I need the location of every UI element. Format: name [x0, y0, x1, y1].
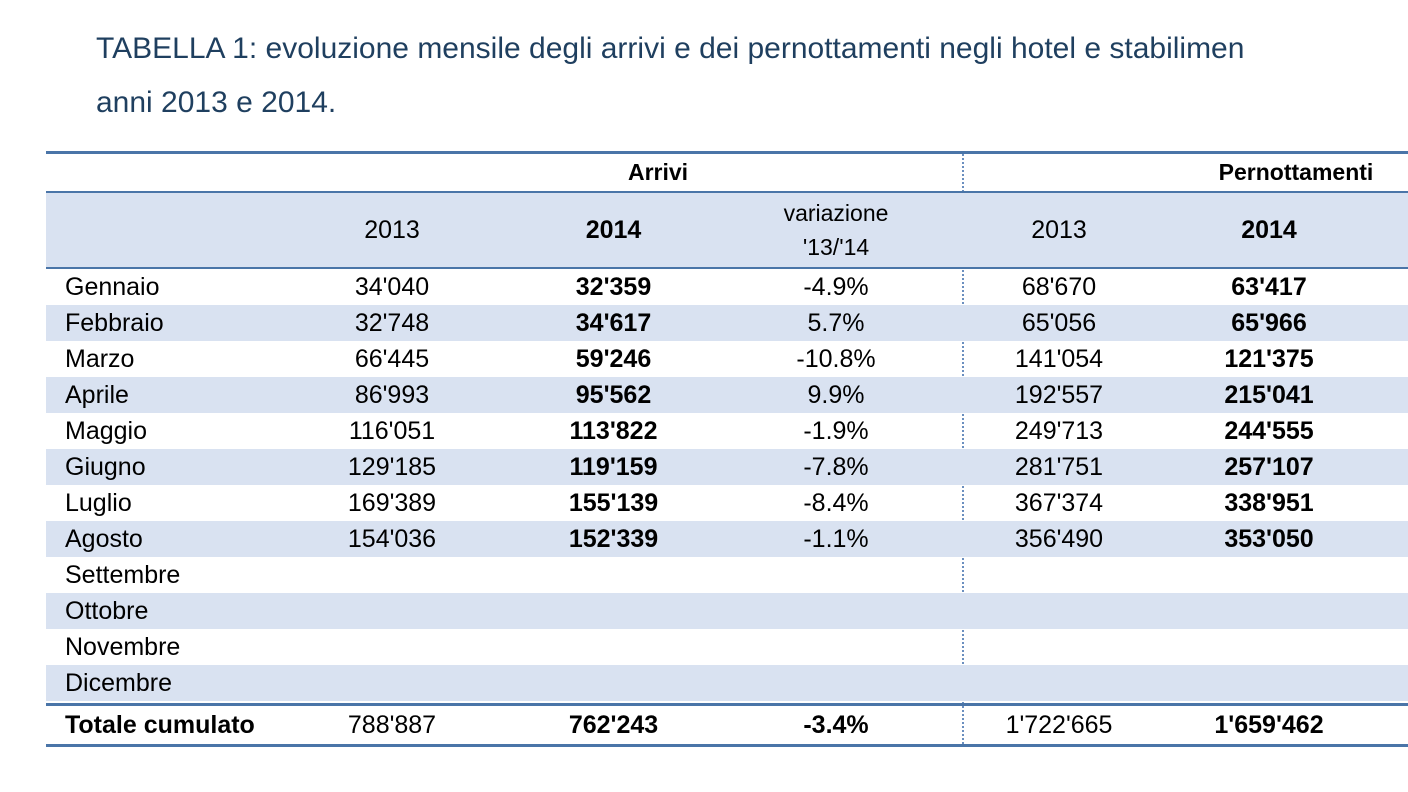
month-label: Novembre: [65, 632, 181, 661]
month-label: Settembre: [65, 560, 181, 589]
arrivi-2013-cell: 34'040: [354, 272, 430, 301]
arrivi-2014-cell: 113'822: [569, 416, 658, 445]
pernottamenti-2013-cell: 141'054: [1014, 344, 1104, 373]
total-pernottamenti-2013: 1'722'665: [1005, 710, 1113, 739]
table-row: [46, 557, 1408, 593]
variazione-cell: -7.8%: [803, 452, 869, 481]
pernottamenti-2013-cell: 192'557: [1014, 380, 1104, 409]
arrivi-2013-cell: 32'748: [354, 308, 430, 337]
table-body: [46, 269, 1408, 701]
pernottamenti-2014-cell: 338'951: [1224, 488, 1314, 517]
arrivi-2014-cell: 155'139: [568, 488, 659, 517]
table-row: [46, 413, 1408, 449]
total-arrivi-2013: 788'887: [347, 710, 437, 739]
month-label: Maggio: [65, 416, 147, 445]
table-row: [46, 593, 1408, 629]
group-header-pernottamenti: Pernottamenti: [1218, 159, 1374, 185]
pernottamenti-2014-cell: 353'050: [1224, 524, 1314, 553]
variazione-cell: -4.9%: [803, 272, 869, 301]
pernottamenti-2013-cell: 68'670: [1021, 272, 1097, 301]
pernottamenti-2013-cell: 65'056: [1021, 308, 1097, 337]
table-row: [46, 269, 1408, 305]
table-row: [46, 629, 1408, 665]
variazione-cell: -1.9%: [803, 416, 869, 445]
arrivi-2013-cell: 154'036: [347, 524, 437, 553]
variazione-cell: 9.9%: [807, 380, 865, 409]
pernottamenti-2014-cell: 121'375: [1224, 344, 1314, 373]
month-label: Marzo: [65, 344, 135, 373]
table-row: [46, 521, 1408, 557]
arrivi-2013-cell: 86'993: [354, 380, 430, 409]
arrivi-2014-cell: 34'617: [575, 308, 652, 337]
table-row: [46, 665, 1408, 701]
pernottamenti-2013-cell: 367'374: [1014, 488, 1104, 517]
arrivi-2014-cell: 119'159: [569, 452, 658, 481]
column-header-row: [46, 193, 1408, 269]
variazione-period-label: '13/'14: [802, 234, 870, 260]
total-row: [46, 703, 1408, 747]
total-variazione: -3.4%: [803, 710, 869, 739]
arrivi-2014-cell: 95'562: [575, 380, 652, 409]
caption-line-1: TABELLA 1: evoluzione mensile degli arrivi e dei pernottamenti negli hotel e stabilimen: [96, 32, 1245, 65]
month-label: Giugno: [65, 452, 146, 481]
month-label: Aprile: [65, 380, 129, 409]
table-row: [46, 377, 1408, 413]
arrivi-2013-cell: 66'445: [354, 344, 430, 373]
variazione-cell: 5.7%: [807, 308, 865, 337]
pernottamenti-2014-cell: 215'041: [1224, 380, 1314, 409]
variazione-cell: -10.8%: [796, 344, 876, 373]
variazione-label: variazione: [783, 200, 889, 226]
table-caption: [96, 22, 1244, 130]
pernottamenti-2014-cell: 65'966: [1231, 308, 1307, 337]
total-pernottamenti-2014: 1'659'462: [1214, 710, 1324, 739]
table-row: [46, 449, 1408, 485]
data-table: [46, 151, 1408, 747]
pernottamenti-2014-cell: 63'417: [1231, 272, 1307, 301]
month-label: Agosto: [65, 524, 143, 553]
pernottamenti-2014-cell: 244'555: [1224, 416, 1314, 445]
group-header-arrivi: Arrivi: [627, 159, 689, 185]
month-label: Febbraio: [65, 308, 164, 337]
column-header-variazione: [760, 196, 912, 264]
pernottamenti-2013-cell: 249'713: [1014, 416, 1104, 445]
total-arrivi-2014: 762'243: [568, 710, 659, 739]
variazione-cell: -1.1%: [803, 524, 869, 553]
table-row: [46, 485, 1408, 521]
caption-line-2: anni 2013 e 2014.: [96, 86, 337, 119]
pernottamenti-2013-cell: 356'490: [1014, 524, 1104, 553]
group-header-row: [46, 151, 1408, 193]
arrivi-2014-cell: 59'246: [575, 344, 652, 373]
pernottamenti-2013-cell: 281'751: [1014, 452, 1104, 481]
column-header-pernottamenti-2013: 2013: [1031, 215, 1087, 244]
month-label: Luglio: [65, 488, 132, 517]
column-header-arrivi-2014: 2014: [585, 215, 642, 244]
column-header-arrivi-2013: 2013: [364, 215, 420, 244]
arrivi-2013-cell: 129'185: [347, 452, 437, 481]
month-label: Dicembre: [65, 668, 172, 697]
total-label: Totale cumulato: [65, 710, 255, 739]
arrivi-2014-cell: 152'339: [568, 524, 659, 553]
arrivi-2014-cell: 32'359: [575, 272, 652, 301]
column-header-pernottamenti-2014: 2014: [1241, 215, 1297, 244]
arrivi-2013-cell: 116'051: [348, 416, 436, 445]
table-row: [46, 305, 1408, 341]
month-label: Ottobre: [65, 596, 149, 625]
variazione-cell: -8.4%: [803, 488, 869, 517]
table-row: [46, 341, 1408, 377]
pernottamenti-2014-cell: 257'107: [1224, 452, 1314, 481]
arrivi-2013-cell: 169'389: [347, 488, 437, 517]
month-label: Gennaio: [65, 272, 160, 301]
